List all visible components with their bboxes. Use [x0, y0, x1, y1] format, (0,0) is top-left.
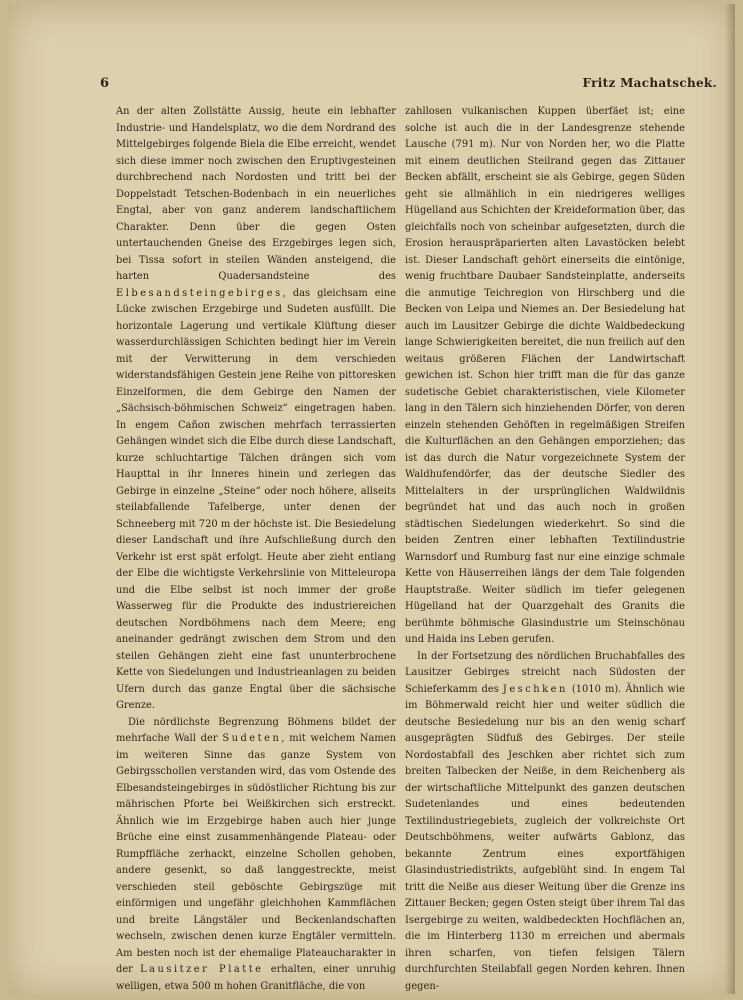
running-head: Fritz Machatschek.: [582, 76, 717, 90]
paragraph: [405, 104, 685, 649]
spaced-term: Lausitzer Platte: [140, 964, 264, 975]
spaced-term: Elbesandsteingebirges: [116, 287, 283, 299]
paragraph-text: (1010 m). Ähnlich wie im Böhmerwald reicht hier und weiter südlich die deutsche Besiedelung nur bis an den wenig scharf ausgeprägten Südfuß des Gebirges. Der steile Nordostabfall des Jeschken aber richtet sich zum breiten Talbecken der Neiße, in dem Reichenberg als der wirtschaftliche Mittelpunkt des ganzen deutschen Sudetenlandes und eines bedeutenden Textilindustriegebiets, zugleich der volkreichste Ort Deutschböhmens, weiter aufwärts Gablonz, das bekannte Zentrum eines exportfähigen Glasindustriedistrikts, aufgeblüht sind. In engem Tal tritt die Neiße aus dieser Weitung über die Grenze ins Zittauer Becken; gegen Osten steigt über ihrem Tal das Isergebirge zu weiten, waldbedeckten Hochflächen an, die im Hinterberg 1130 m erreichen und abermals ihren scharfen, von tiefen felsigen Tälern durchfurchten Steilabfall gegen Norden kehren. Ihnen gegen-: [405, 683, 685, 992]
paragraph-text: Die nördlichste Begrenzung Böhmens bildet der mehrfache Wall der: [116, 716, 396, 744]
paragraph-text: , mit welchem Namen im weiteren Sinne das ganze System von Gebirgsschollen verstanden wird, das vom Ostende des Elbesandsteingebirges in südöstlicher Richtung bis zur mährischen Pforte bei Weißkirchen sich erstreckt. Ähnlich wie im Erzgebirge haben auch hier junge Brüche eine einst zusammenhängende Plateau- oder Rumpffläche zerhackt, einzelne Schollen gehoben, andere gesenkt, so daß langgestreckte, meist verschieden steil geböschte Gebirgszüge mit einförmigen und ungefähr gleichhohen Kammflächen und breite Längstäler und Beckenlandschaften wechseln, zwischen denen kurze Engtäler vermitteln. Am besten noch ist der ehemalige Plateaucharakter in der: [116, 733, 397, 975]
page-sheet: [8, 4, 735, 994]
right-column: [405, 104, 685, 995]
paragraph-text: , das gleichsam eine Lücke zwischen Erzgebirge und Sudeten ausfüllt. Die horizontale Lagerung und vertikale Klüftung dieser wasserdurchlässigen Schichten bedingt hier im Verein mit der Verwitterung in dem verschieden widerstandsfähigen Gestein jene Reihe von pittoresken Einzelformen, die dem Gebirge den Namen der „Sächsisch-böhmischen Schweiz“ eingetragen haben. In engem Cañon zwischen mehrfach terrassierten Gehängen windet sich die Elbe durch diese Landschaft, kurze schluchtartige Tälchen drängen sich vom Haupttal in ihr Inneres hinein und zerlegen das Gebirge in einzelne „Steine“ oder noch höhere, allseits steilabfallende Tafelberge, unter denen der Schneeberg mit 720 m der höchste ist. Die Besiedelung dieser Landschaft und ihre Aufschließung durch den Verkehr ist erst spät erfolgt. Heute aber zieht entlang der Elbe die wichtigste Verkehrslinie von Mitteleuropa und die Elbe selbst ist noch immer der große Wasserweg für die Produkte des industriereichen deutschen Nordböhmens nach dem Meere; eng aneinander gedrängt zwischen dem Strom und den steilen Gehängen zieht eine fast ununterbrochene Kette von Siedelungen und Industrieanlagen zu beiden Ufern durch das ganze Engtal über die sächsische Grenze.: [116, 287, 396, 711]
left-column: [116, 104, 396, 995]
paragraph-text: erhalten, einer unruhig welligen, etwa 500 m hohen Granitfläche, die von: [116, 964, 396, 992]
paragraph-text: In der Fortsetzung des nördlichen Bruchabfalles des Lausitzer Gebirges streicht nach Südosten der Schieferkamm des: [405, 650, 685, 695]
paragraph-text: zahllosen vulkanischen Kuppen überfäet ist; eine solche ist auch die in der Landesgrenze stehende Lausche (791 m). Nur von Norden her, wo die Platte mit einem deutlichen Steilrand gegen das Zittauer Becken abfällt, erscheint sie als Gebirge, gegen Süden geht sie allmählich in ein niedrigeres welliges Hügelland aus Schichten der Kreideformation über, das gleichfalls noch von scheinbar aufgesetzten, durch die Erosion herauspräparierten alten Lavastöcken belebt ist. Dieser Landschaft gehört einerseits die eintönige, wenig fruchtbare Daubaer Sandsteinplatte, anderseits die anmutige Teichregion von Hirschberg und die Becken von Leipa und Niemes an. Der Besiedelung hat auch im Lausitzer Gebirge die dichte Waldbedeckung lange Schwierigkeiten bereitet, die nun freilich auf den weitaus größeren Flächen der Landwirtschaft gewichen ist. Schon hier trifft man die für das ganze sudetische Gebiet charakteristischen, viele Kilometer lang in den Tälern sich hinziehenden Dörfer, von deren einzeln stehenden Gehöften in regelmäßigen Streifen die Kulturflächen an den Gehängen emporziehen; das ist das durch die Natur vorgezeichnete System der Waldhufendörfer, das der deutsche Siedler des Mittelalters in der ursprünglichen Waldwildnis begründet hat und das auch noch in großen städtischen Siedelungen wiederkehrt. So sind die beiden Zentren einer lebhaften Textilindustrie Warnsdorf und Rumburg fast nur eine einzige schmale Kette von Häuserreihen längs der dem Tale folgenden Hauptstraße. Weiter südlich im tiefer gelegenen Hügelland hat der Quarzgehalt des Granits die berühmte böhmische Glasindustrie um Steinschönau und Haida ins Leben gerufen.: [405, 106, 685, 645]
spaced-term: Jeschken: [502, 683, 568, 695]
page-number: 6: [100, 76, 110, 91]
page-edge-shadow: [725, 4, 735, 994]
spaced-term: Sudeten: [222, 733, 282, 744]
paragraph: [116, 715, 396, 996]
paragraph: [405, 649, 685, 996]
paragraph: [116, 104, 396, 715]
paragraph-text: An der alten Zollstätte Aussig, heute ein lebhafter Industrie- und Handelsplatz, wo die dem Nordrand des Mittelgebirges folgende Biela die Elbe erreicht, wendet sich diese immer noch zwischen den Eruptivgesteinen durchbrechend nach Nordosten und tritt bei der Doppelstadt Tetschen-Bodenbach in ein neuerliches Engtal, aber von ganz anderem landschaftlichem Charakter. Denn über die gegen Osten untertauchenden Gneise des Erzgebirges legen sich, bei Tissa sofort in steilen Wänden ansteigend, die harten Quadersandsteine des: [116, 106, 396, 282]
